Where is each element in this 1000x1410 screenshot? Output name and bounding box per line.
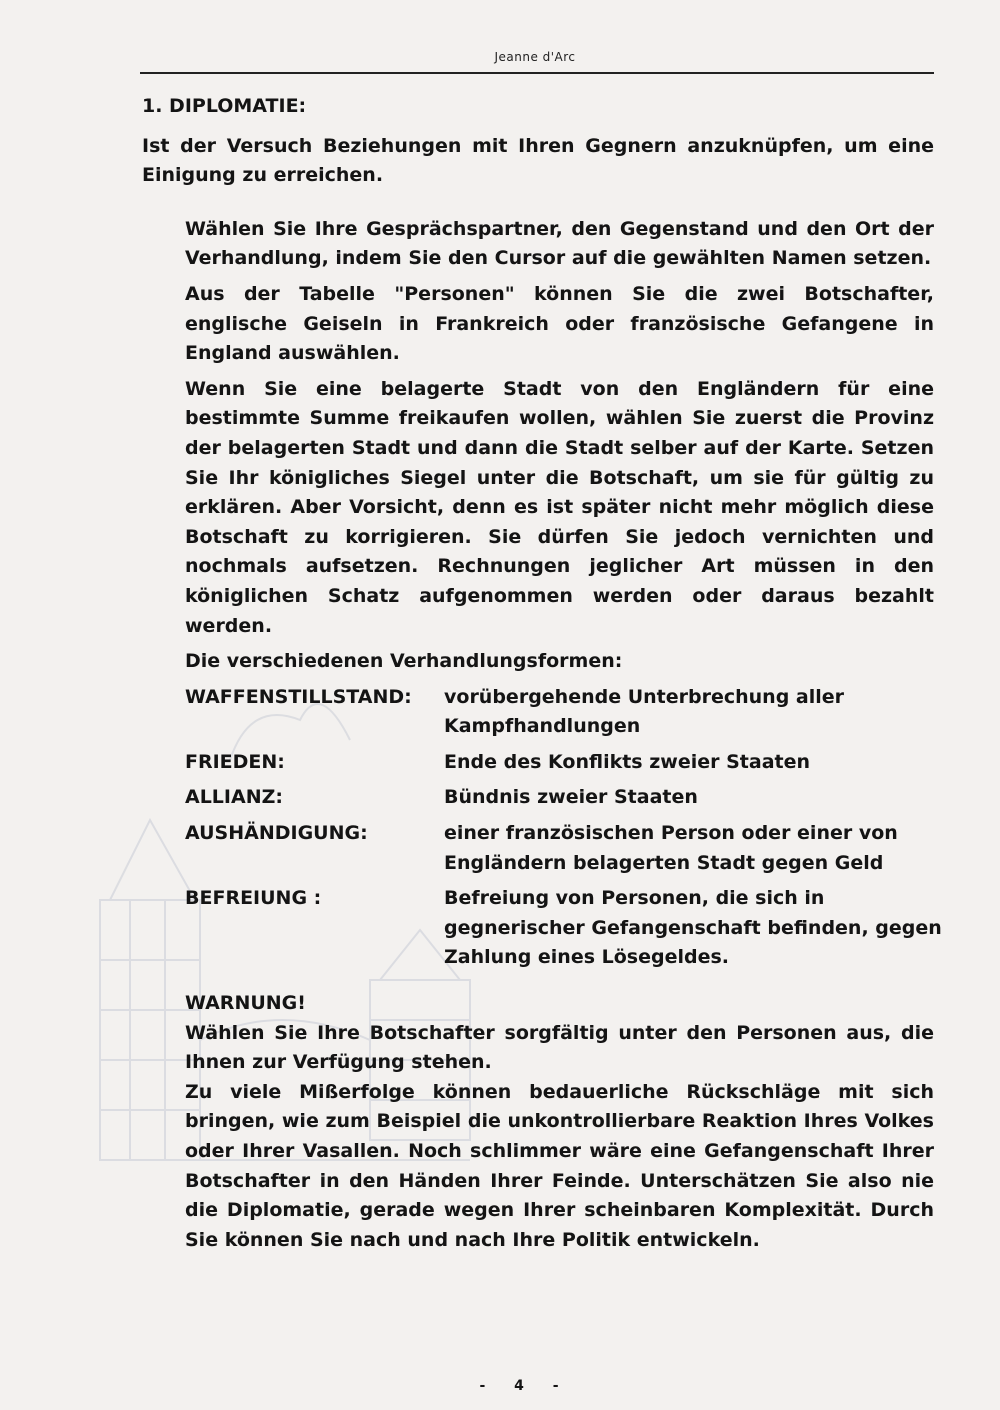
form-item-aushaendigung [185,819,944,878]
warning-paragraph-ambassadors: Wählen Sie Ihre Botschafter sorgfältig unter den Personen aus, die Ihnen zur Verfügung stehen. [185,1021,934,1074]
form-term: FRIEDEN: [185,750,285,773]
form-item-befreiung [185,884,944,973]
main-content [142,92,942,1255]
warning-block [142,989,934,1255]
running-header-title: Jeanne d'Arc [494,50,576,64]
form-item-frieden [185,748,944,778]
instruction-block [142,215,934,677]
forms-heading: Die verschiedenen Verhandlungsformen: [185,650,623,673]
section-intro: Ist der Versuch Beziehungen mit Ihren Gegnern anzuknüpfen, um eine Einigung zu erreichen. [142,134,934,187]
paragraph-ransom-city: Wenn Sie eine belagerte Stadt von den Engländern für eine bestimmte Summe freikaufen wollen, wählen Sie zuerst die Provinz der belagerten Stadt und dann die Stadt selber auf der Karte. Setzen Sie Ihr königliches Siegel unter die Botschaft, um sie für gültig zu erklären. Aber Vorsicht, denn es ist später nicht mehr möglich diese Botschaft zu korrigieren. Sie dürfen Sie jedoch vernichten und nochmals aufsetzen. Rechnungen jeglicher Art müssen in den königlichen Schatz aufgenommen werden oder daraus bezahlt werden. [185,377,934,637]
form-term: AUSHÄNDIGUNG: [185,822,368,845]
form-definition: Ende des Konflikts zweier Staaten [444,750,811,773]
section-title: 1. DIPLOMATIE: [142,95,307,117]
page-number: - 4 - [479,1378,571,1394]
form-item-allianz [185,783,944,813]
paragraph-persons-table: Aus der Tabelle "Personen" können Sie die zwei Botschafter, englische Geiseln in Frankreich oder französische Gefangene in England auswählen. [185,282,934,365]
form-definition: vorübergehende Unterbrechung aller Kampfhandlungen [444,685,845,738]
header-divider [140,72,934,74]
warning-heading: WARNUNG! [185,992,306,1015]
negotiation-forms-list [142,683,944,973]
form-definition: einer französischen Person oder einer von Engländern belagerten Stadt gegen Geld [444,822,898,874]
paragraph-select-partners: Wählen Sie Ihre Gesprächspartner, den Gegenstand und den Ort der Verhandlung, indem Sie den Cursor auf die gewählten Namen setzen. [185,217,934,270]
form-term: ALLIANZ: [185,786,283,809]
form-item-waffenstillstand [185,683,944,742]
form-term: BEFREIUNG : [185,887,322,910]
form-definition: Bündnis zweier Staaten [444,786,698,809]
form-definition: Befreiung von Personen, die sich in gegnerischer Gefangenschaft befinden, gegen Zahlung eines Lösegeldes. [444,887,942,969]
form-term: WAFFENSTILLSTAND: [185,685,412,708]
warning-paragraph-consequences: Zu viele Mißerfolge können bedauerliche Rückschläge mit sich bringen, wie zum Beispiel die unkontrollierbare Reaktion Ihres Volkes oder Ihrer Vasallen. Noch schlimmer wäre eine Gefangenschaft Ihrer Botschafter in den Händen Ihrer Feinde. Unterschätzen Sie also nie die Diplomatie, gerade wegen Ihrer scheinbaren Komplexität. Durch Sie können Sie nach und nach Ihre Politik entwickeln. [185,1080,934,1251]
